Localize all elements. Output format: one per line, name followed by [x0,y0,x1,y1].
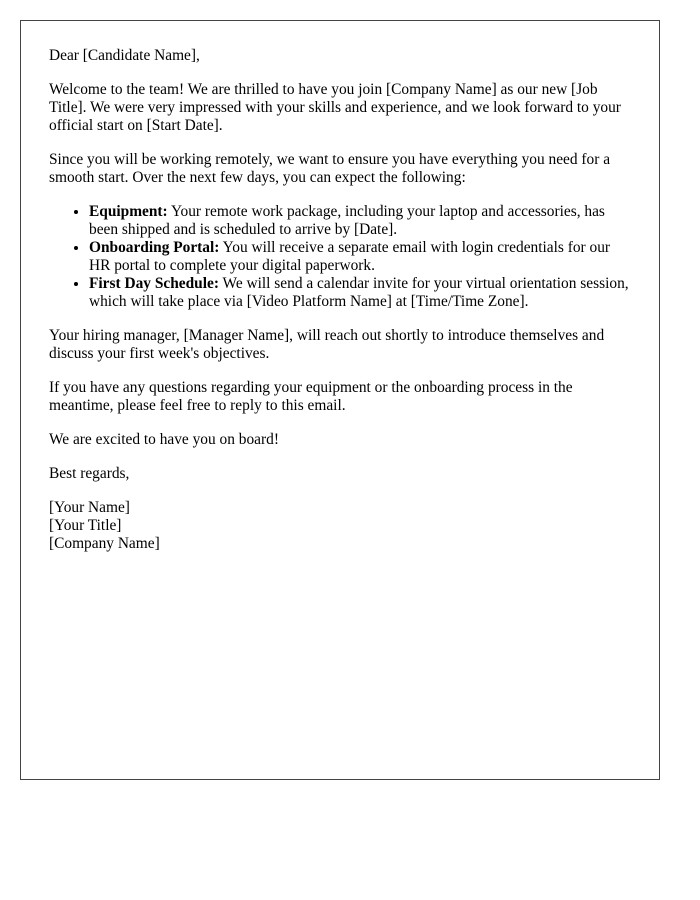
list-item [89,239,631,275]
letter-body [20,20,660,780]
greeting: Dear [Candidate Name], [49,47,200,64]
list-item-text: Your remote work package, including your laptop and accessories, has been shipped and is scheduled to arrive by [Date]. [89,203,605,238]
list-item [89,275,631,311]
list-item [89,203,631,239]
list-item-text: You will receive a separate email with login credentials for our HR portal to complete your digital paperwork. [89,239,611,274]
list-item-label: Onboarding Portal: [89,239,220,256]
remote-paragraph: Since you will be working remotely, we want to ensure you have everything you need for a smooth start. Over the next few days, you can expect the following: [49,151,611,186]
intro-paragraph: Welcome to the team! We are thrilled to have you join [Company Name] as our new [Job Title]. We were very impressed with your skills and experience, and we look forward to your official start on [Start Date]. [49,81,621,134]
expectations-list [49,203,631,311]
list-item-text: We will send a calendar invite for your virtual orientation session, which will take place via [Video Platform Name] at [Time/Time Zone]. [89,275,629,310]
questions-paragraph: If you have any questions regarding your equipment or the onboarding process in the meantime, please feel free to reply to this email. [49,379,573,414]
list-item-label: First Day Schedule: [89,275,219,292]
list-item-label: Equipment: [89,203,168,220]
signature-company: [Company Name] [49,535,160,552]
manager-paragraph: Your hiring manager, [Manager Name], will reach out shortly to introduce themselves and discuss your first week's objectives. [49,327,605,362]
signature-name: [Your Name] [49,499,130,516]
signature-block [49,499,631,553]
excited-paragraph: We are excited to have you on board! [49,431,279,448]
signature-title: [Your Title] [49,517,122,534]
signoff: Best regards, [49,465,130,482]
